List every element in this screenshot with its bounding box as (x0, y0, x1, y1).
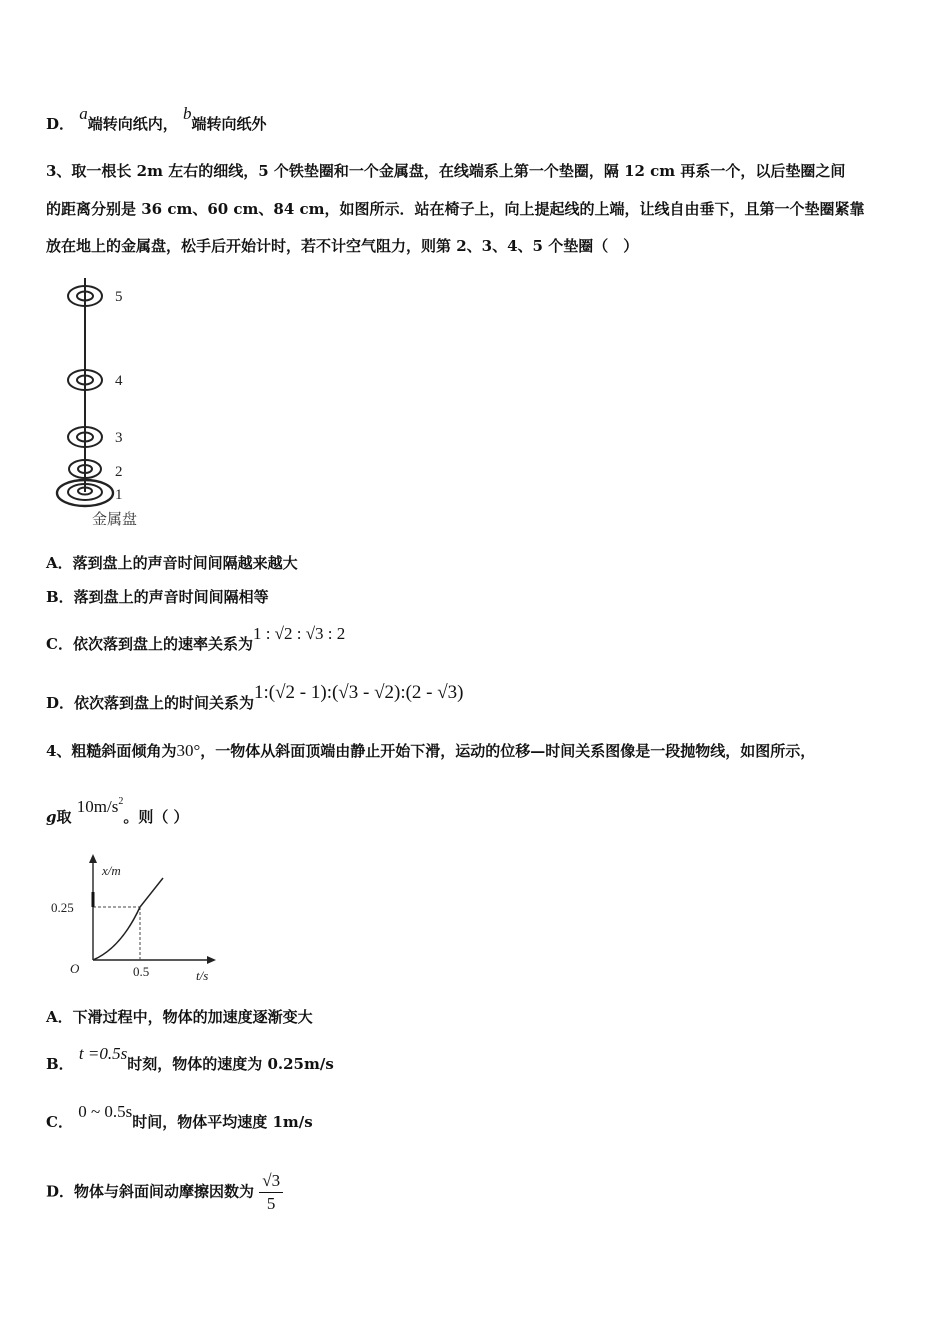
graph-x-tick: 0.5 (133, 964, 150, 979)
q4-g-value-number: 10m/s (76, 797, 119, 816)
q3-option-c (46, 624, 346, 654)
metal-plate (57, 480, 113, 506)
q4-option-c-label: C． (46, 1113, 73, 1131)
q4-option-c-math: 0 ~ 0.5s (78, 1102, 133, 1121)
graph-origin: O (70, 961, 80, 976)
q4-g-symbol: g (46, 808, 57, 826)
q2-option-d-text1: 端转向纸内， (87, 115, 178, 133)
q4-option-d (46, 1170, 283, 1215)
q3-option-d (46, 682, 464, 713)
x-axis-arrow (89, 854, 97, 863)
q4-option-d-fraction (259, 1170, 283, 1215)
q4-option-a: A．下滑过程中，物体的加速度逐渐变大 (46, 1008, 313, 1026)
washer-label-2: 2 (115, 464, 123, 480)
parabola-curve (93, 878, 163, 960)
q4-stem-line2 (46, 796, 189, 827)
q3-stem-line1: 3、取一根长 2m 左右的细线，5 个铁垫圈和一个金属盘，在线端系上第一个垫圈，隔 12 cm 再系一个，以后垫圈之间 (46, 162, 846, 180)
washer-label-3: 3 (115, 430, 123, 446)
displacement-time-graph (46, 852, 226, 986)
washer-string-figure (48, 278, 168, 530)
t-axis-arrow (207, 956, 216, 964)
q4-stem-part1: 4、粗糙斜面倾角为 (46, 742, 177, 760)
washer-label-5: 5 (115, 289, 123, 305)
q3-stem-line3: 放在地上的金属盘，松手后开始计时，若不计空气阻力，则第 2、3、4、5 个垫圈（ ） (46, 237, 639, 255)
q3-option-d-math: 1:(√2 - 1):(√3 - √2):(2 - √3) (254, 682, 464, 703)
q3-option-c-text: C．依次落到盘上的速率关系为 (46, 635, 253, 653)
q4-angle: 30° (176, 741, 201, 760)
graph-y-tick: 0.25 (51, 900, 74, 915)
washer-label-4: 4 (115, 373, 123, 389)
q2-option-d-text2: 端转向纸外 (191, 115, 267, 133)
q4-then: 。则（ ） (123, 808, 189, 826)
q4-option-d-denominator: 5 (266, 1194, 276, 1213)
q4-option-b-text: 时刻，物体的速度为 0.25m/s (127, 1055, 334, 1073)
q4-g-value (77, 797, 124, 816)
q2-option-d (46, 104, 267, 134)
q4-option-c-text: 时间，物体平均速度 1m/s (132, 1113, 313, 1131)
q3-option-c-math: 1 : √2 : √3 : 2 (252, 624, 346, 643)
graph-x-label: t/s (196, 968, 209, 983)
metal-plate-caption: 金属盘 (92, 510, 138, 528)
q3-option-d-text: D．依次落到盘上的时间关系为 (46, 694, 255, 712)
q2-option-d-b: b (183, 104, 192, 123)
washer-label-1: 1 (115, 487, 123, 503)
graph-y-label: x/m (102, 863, 121, 878)
q3-stem-line2: 的距离分别是 36 cm、60 cm、84 cm，如图所示．站在椅子上，向上提起线的上端，让线自由垂下，且第一个垫圈紧靠 (46, 200, 865, 218)
q4-option-b-label: B． (46, 1055, 74, 1073)
q4-option-b-math: t =0.5s (78, 1044, 128, 1063)
q3-option-a: A．落到盘上的声音时间间隔越来越大 (46, 554, 298, 572)
q4-option-b (46, 1044, 334, 1074)
q4-option-d-numerator: √3 (259, 1170, 283, 1193)
q4-g-exponent: 2 (118, 796, 124, 807)
q4-option-c (46, 1102, 313, 1132)
q4-take: 取 (56, 808, 72, 826)
q3-option-b: B．落到盘上的声音时间间隔相等 (46, 588, 269, 606)
q4-stem-line1 (46, 741, 815, 761)
q2-option-d-a: a (79, 104, 88, 123)
q4-stem-part2: ，一物体从斜面顶端由静止开始下滑，运动的位移—时间关系图像是一段抛物线，如图所示， (200, 742, 816, 760)
q4-option-d-text: D．物体与斜面间动摩擦因数为 (46, 1182, 255, 1201)
q2-option-d-label: D． (46, 115, 75, 133)
